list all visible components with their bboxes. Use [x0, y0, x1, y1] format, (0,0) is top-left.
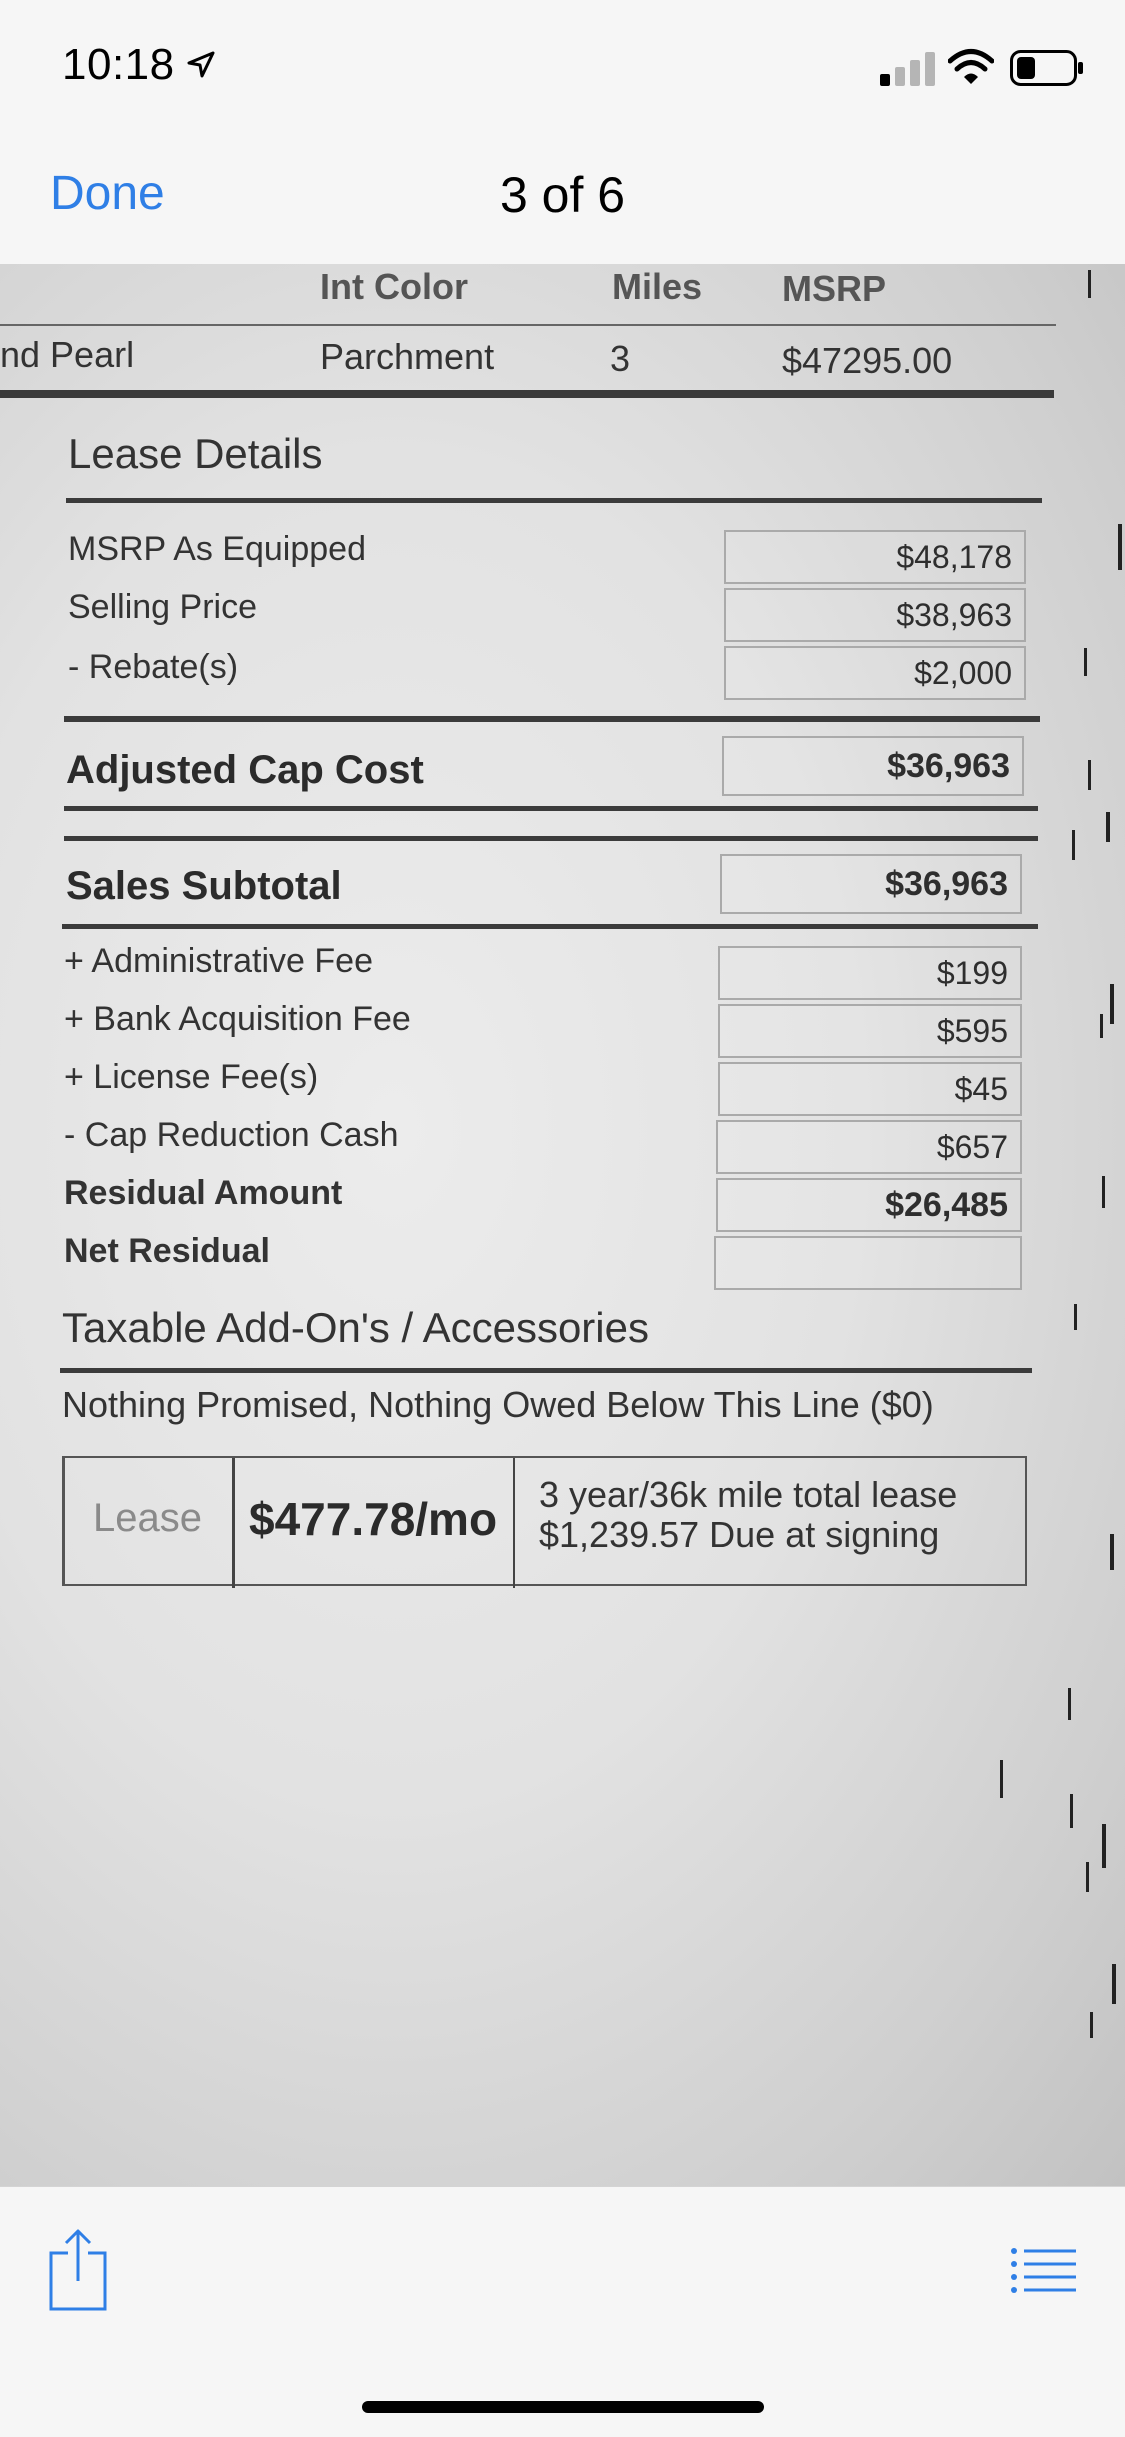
- bottom-toolbar: [0, 2186, 1125, 2437]
- summary-term-line: 3 year/36k mile total lease: [539, 1474, 958, 1515]
- scan-speck: [1086, 1862, 1089, 1892]
- summary-terms-cell: [515, 1458, 1026, 1588]
- scan-speck: [1112, 1964, 1116, 2004]
- scan-speck: [1084, 648, 1087, 676]
- residual-amount-value: $26,485: [716, 1178, 1022, 1232]
- cellular-signal-icon: [880, 52, 936, 86]
- section-rule: [64, 716, 1040, 722]
- fee-value: $657: [716, 1120, 1022, 1174]
- summary-type-cell: [65, 1458, 235, 1588]
- list-icon[interactable]: [1010, 2247, 1076, 2293]
- section-rule: [64, 806, 1038, 811]
- share-icon[interactable]: [48, 2227, 108, 2311]
- scan-speck: [1106, 812, 1110, 842]
- scan-speck: [1070, 1794, 1073, 1828]
- section-rule: [64, 836, 1038, 841]
- scan-speck: [1102, 1176, 1105, 1208]
- line-label: MSRP As Equipped: [68, 530, 366, 568]
- sales-subtotal-value: $36,963: [720, 854, 1022, 914]
- scan-speck: [1118, 524, 1122, 570]
- summary-type: Lease: [93, 1496, 202, 1540]
- fee-value: $199: [718, 946, 1022, 1000]
- adjusted-cap-cost-label: Adjusted Cap Cost: [66, 748, 424, 792]
- cell-int-color: Parchment: [320, 336, 495, 377]
- header-int-color: Int Color: [320, 266, 468, 307]
- status-time: 10:18: [62, 40, 175, 89]
- taxable-addons-title: Taxable Add-On's / Accessories: [62, 1304, 649, 1351]
- header-miles: Miles: [612, 266, 703, 307]
- summary-payment: $477.78/mo: [249, 1493, 498, 1545]
- fee-label: + Bank Acquisition Fee: [64, 1000, 411, 1038]
- table-bottom-rule: [0, 390, 1054, 398]
- scan-speck: [1068, 1688, 1071, 1720]
- scan-speck: [1088, 760, 1091, 790]
- scan-speck: [1072, 830, 1075, 860]
- scan-speck: [1100, 1014, 1103, 1038]
- home-indicator[interactable]: [362, 2401, 764, 2413]
- scan-speck: [1110, 984, 1114, 1024]
- fee-value: $45: [718, 1062, 1022, 1116]
- table-divider: [0, 324, 1056, 326]
- sales-subtotal-label: Sales Subtotal: [66, 864, 342, 908]
- scan-speck: [1000, 1760, 1003, 1798]
- line-value: $2,000: [724, 646, 1026, 700]
- net-residual-value: [714, 1236, 1022, 1290]
- section-rule: [66, 498, 1042, 503]
- cell-msrp: $47295.00: [782, 340, 953, 381]
- line-value: $48,178: [724, 530, 1026, 584]
- battery-icon: [1010, 50, 1084, 86]
- line-label: - Rebate(s): [68, 648, 239, 686]
- scan-speck: [1090, 2012, 1093, 2038]
- summary-due-line: $1,239.57 Due at signing: [539, 1514, 940, 1555]
- navigation-bar: [0, 140, 1125, 265]
- location-arrow-icon: [186, 50, 216, 80]
- fee-label: + License Fee(s): [64, 1058, 319, 1096]
- cell-miles: 3: [610, 338, 631, 379]
- section-rule: [60, 1368, 1032, 1373]
- line-value: $38,963: [724, 588, 1026, 642]
- wifi-icon: [948, 48, 994, 86]
- header-msrp: MSRP: [782, 268, 887, 309]
- fee-label: + Administrative Fee: [64, 942, 373, 980]
- scan-speck: [1088, 270, 1091, 298]
- scan-speck: [1074, 1304, 1077, 1330]
- status-bar: [0, 0, 1125, 140]
- scan-speck: [1102, 1824, 1106, 1868]
- nothing-promised-note: Nothing Promised, Nothing Owed Below This Line ($0): [62, 1384, 934, 1425]
- fee-value: $595: [718, 1004, 1022, 1058]
- page-counter-title: 3 of 6: [499, 167, 626, 223]
- cell-ext-color: nd Pearl: [0, 334, 135, 375]
- fee-label: - Cap Reduction Cash: [64, 1116, 399, 1154]
- adjusted-cap-cost-value: $36,963: [722, 736, 1024, 796]
- lease-details-title: Lease Details: [68, 430, 323, 477]
- net-residual-label: Net Residual: [64, 1232, 270, 1270]
- scanned-document: [0, 264, 1125, 2186]
- summary-payment-cell: [235, 1458, 515, 1588]
- line-label: Selling Price: [68, 588, 257, 626]
- payment-summary-box: [62, 1456, 1027, 1586]
- residual-amount-label: Residual Amount: [64, 1174, 343, 1212]
- section-rule: [62, 924, 1038, 929]
- scan-speck: [1110, 1534, 1114, 1570]
- done-button[interactable]: Done: [50, 167, 165, 220]
